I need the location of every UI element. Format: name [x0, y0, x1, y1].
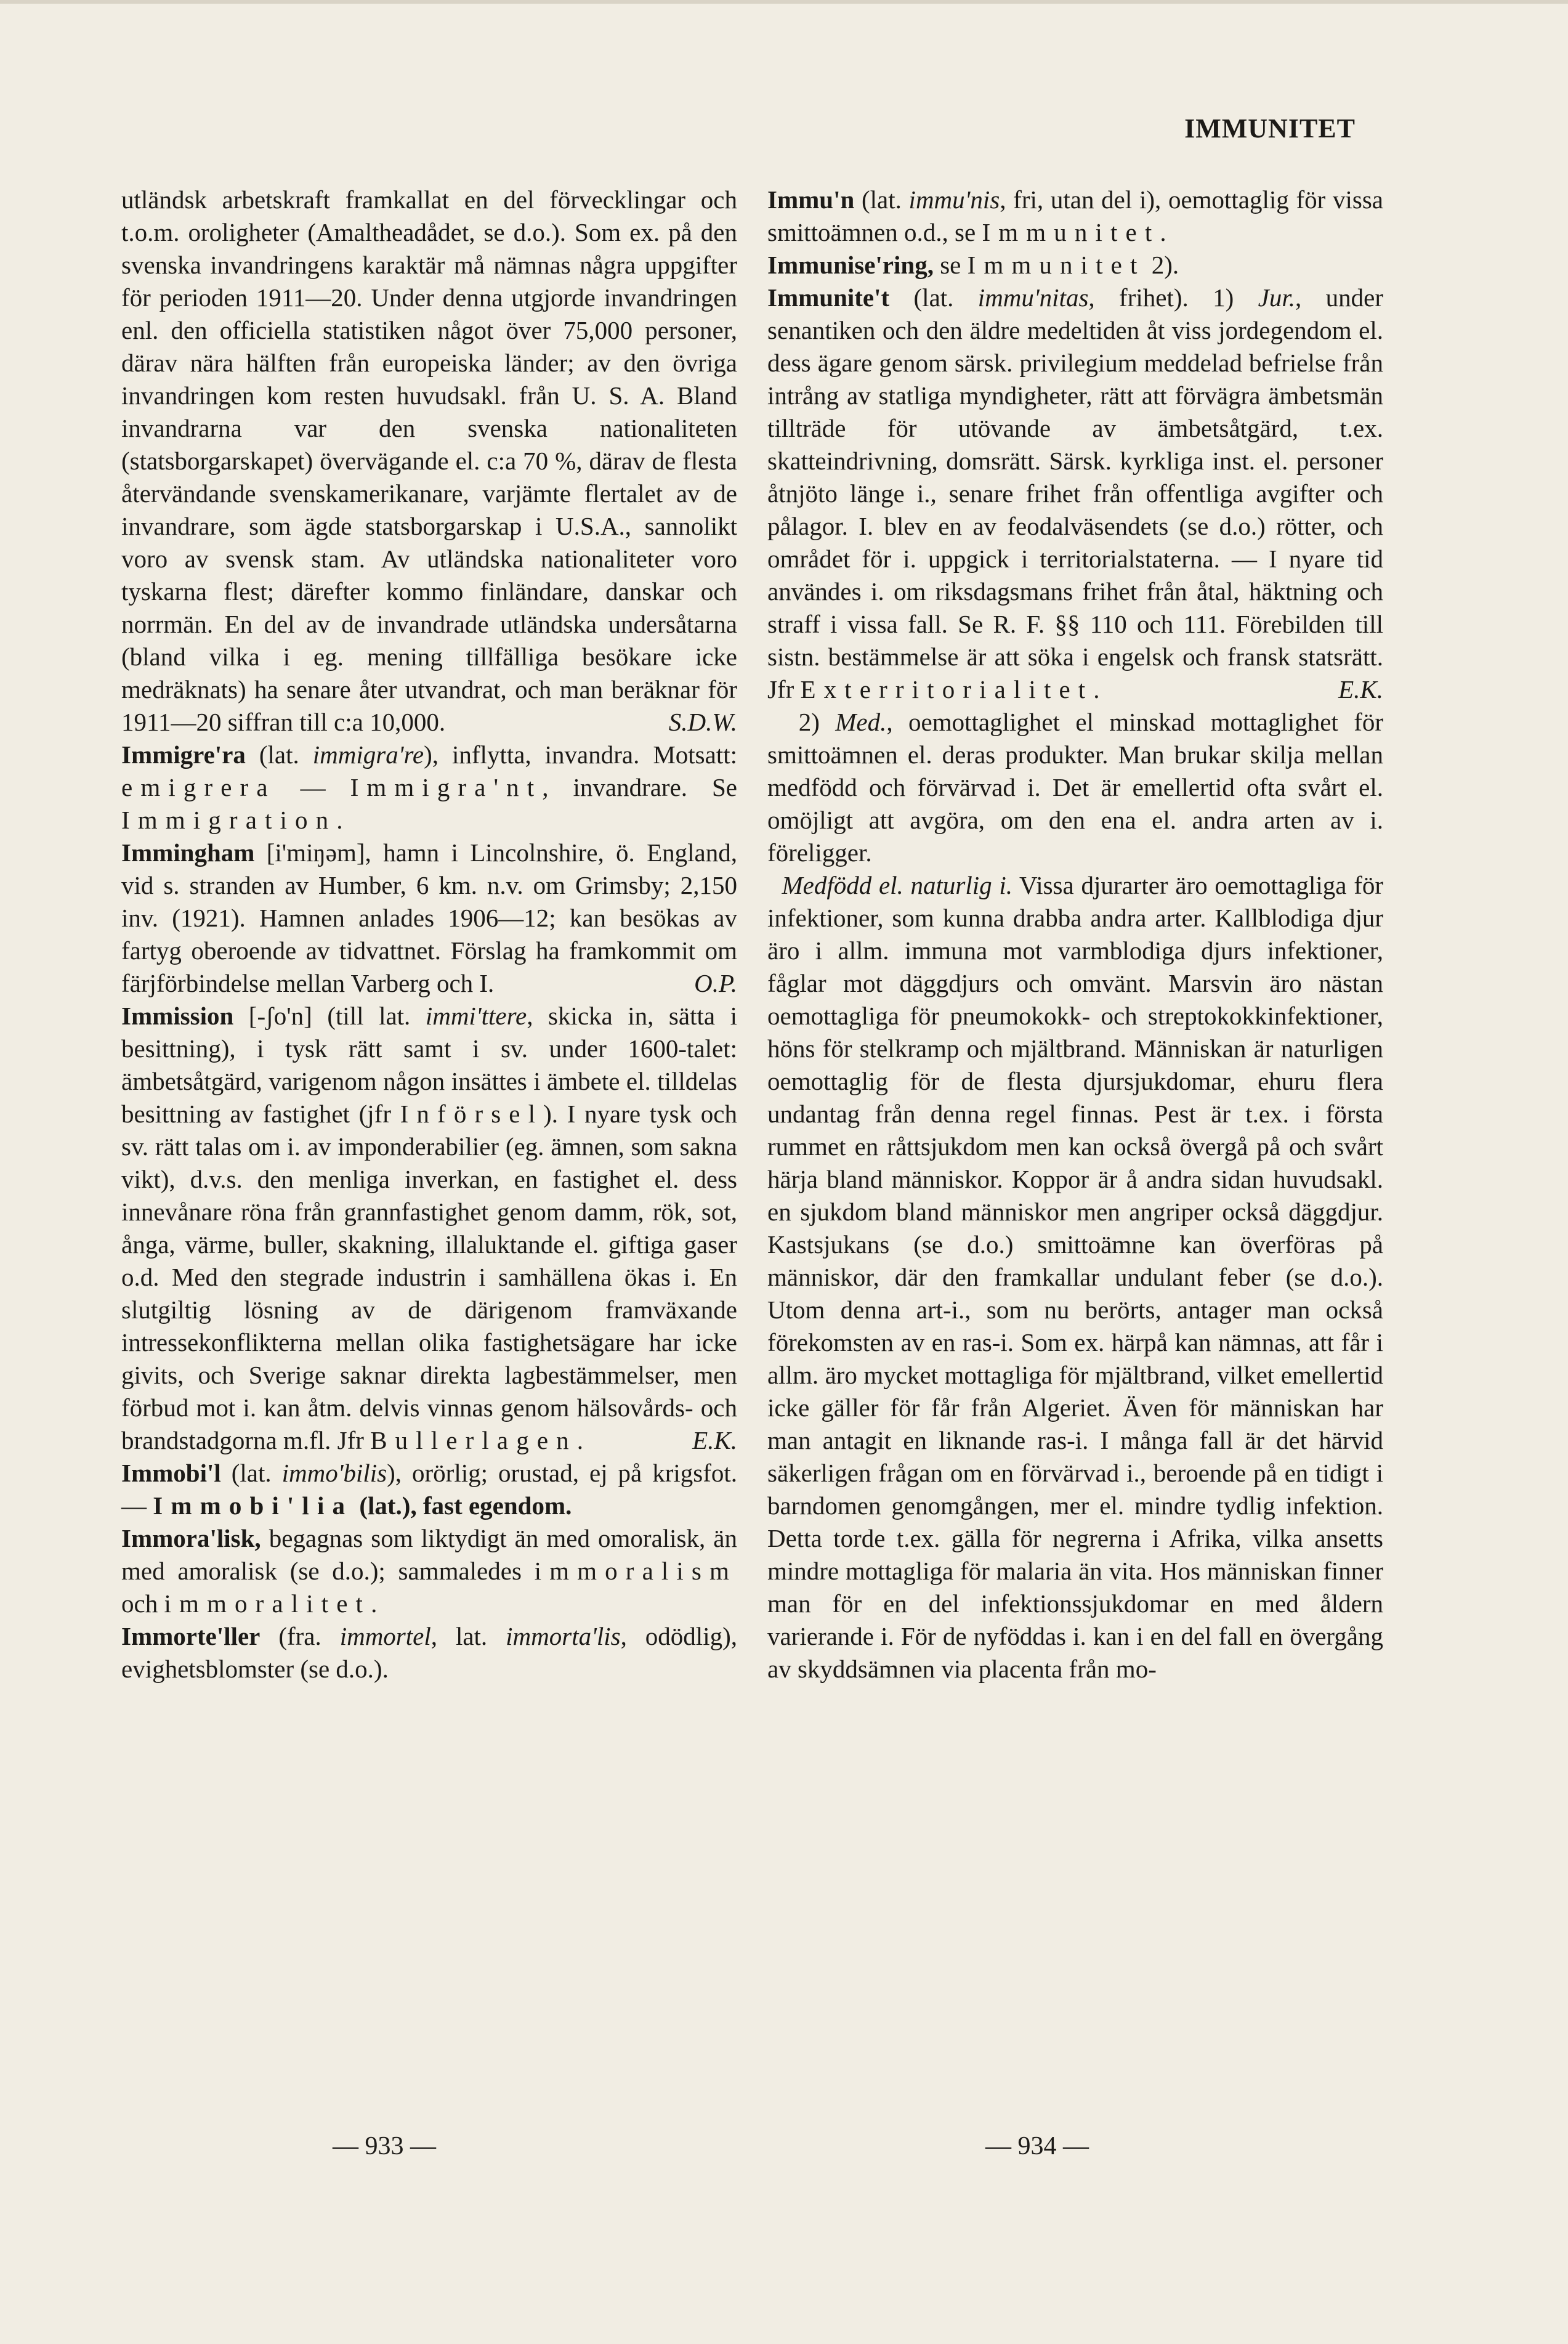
right-column — [767, 184, 1383, 1685]
headword: Immorte'ller — [121, 1622, 261, 1650]
section-medfodd: Medfödd el. naturlig i. Vissa djurarter äro oemottagliga för infektioner, som kunna drabba andra arter. Kallblodiga djur äro i allm. immuna mot varmblodiga djurs infektioner, fåglar mot däggdjurs och omvänt. Marsvin äro nästan oemottagliga för pneumokokk- och streptokokkinfektioner, höns för stelkramp och mjältbrand. Människan är naturligen oemottaglig för de flesta djursjukdomar, ehuru flera undantag från denna regel finnas. Pest är t.ex. i första rummet en råttsjukdom men kan också övergå på och svårt härja bland människor. Koppor är å andra sidan huvudsakl. en sjukdom bland människor men angriper också däggdjur. Kastsjukans (se d.o.) smittoämne kan överföras på människor, där den framkallar undulant feber (se d.o.). Utom denna art-i., som nu berörts, antager man också förekomsten av en ras-i. Som ex. härpå kan nämnas, att får i allm. äro mycket mottagliga för mjältbrand, vilket emellertid icke gäller för får från Algeriet. Även för människan har man antagit en liknande ras-i. I många fall är det härvid säkerligen frågan om en förvärvad i., beroende på en tidigt i barndomen genomgången, mer el. mindre tydlig infektion. Detta torde t.ex. gälla för negrerna i Afrika, vilka ansetts mindre mottagliga för malaria än vita. Hos människan finner man för en del infektionssjukdomar en med åldern varierande i. För de nyföddas i. kan i en del fall en övergång av skyddsämnen via placenta från mo- — [767, 871, 1384, 1683]
page-edge — [0, 0, 1568, 4]
entry-immunitet: Immunite't (lat. immu'nitas, frihet). 1) Jur., under senantiken och den äldre medeltiden åt viss jordegendom el. dess ägare genom särsk. privilegium meddelad befrielse från intrång av statliga myndigheter, rätt att förvägra ämbetsmän tillträde för utövande av ämbetsåtgärd, t.ex. skatteindrivning, domsrätt. Särsk. kyrkliga inst. el. personer åtnjöto länge i., senare frihet från offentliga avgifter och pålagor. I. blev en av feodalväsendets (se d.o.) rötter, och området för i. uppgick i territorialstaterna. — I nyare tid användes i. om riksdagsmans frihet från åtal, häktning och straff i vissa fall. Se R. F. §§ 110 och 111. Förebilden till sistn. bestämmelse är att söka i engelsk och fransk statsrätt. Jfr Exterritorialitet. E.K. — [767, 282, 1383, 706]
entry-continuation: utländsk arbetskraft framkallat en del förvecklingar och t.o.m. oroligheter (Amaltheadådet, se d.o.). Som ex. på den svenska invandringens karaktär må nämnas några uppgifter för perioden 1911—20. Under denna utgjorde invandringen enl. den officiella statistiken något över 75,000 personer, därav nära hälften från europeiska länder; av den övriga invandringen kom resten huvudsakl. från U. S. A. Bland invandrarna var den svenska nationaliteten (statsborgarskapet) övervägande el. c:a 70 %, därav de flesta återvändande svenskamerikanare, varjämte flertalet av de invandrare, som ägde statsborgarskap i U.S.A., sannolikt voro av svensk stam. Av utländska nationaliteter voro tyskarna flest; därefter kommo finländare, danskar och norrmän. En del av de invandrade utländska undersåtarna (bland vilka i eg. mening tillfälliga besökare icke medräknats) ha senare åter utvandrat, och man beräknar för 1911—20 siffran till c:a 10,000. S.D.W. — [121, 184, 737, 739]
page-number-left: — 933 — — [333, 2132, 436, 2160]
entry-immunisering: Immunise'ring, se Immunitet 2). — [767, 251, 1179, 279]
entry-immission: Immission [-ʃo'n] (till lat. immi'ttere, skicka in, sätta i besittning), i tysk rätt samt i sv. under 1600-talet: ämbetsåtgärd, varigenom någon insättes i ämbete el. tilldelas besittning av fastighet (jfr Införsel). I nyare tysk och sv. rätt talas om i. av imponderabilier (eg. ämnen, som sakna vikt), d.v.s. den menliga inverkan, en fastighet el. dess innevånare röna från grannfastighet genom damm, rök, sot, ånga, värme, buller, skakning, illaluktande el. giftiga gaser o.d. Med den stegrade industrin i samhällena ökas i. En slutgiltig lösning av de därigenom framväxande intressekonflikterna mellan olika fastighetsägare har icke givits, och Sverige saknar direkta lagbestämmelser, men förbud mot i. kan åtm. delvis vinnas genom hälsovårds- och brandstadgorna m.fl. Jfr Bullerlagen. E.K. — [121, 1000, 737, 1457]
headword: Immingham — [121, 838, 255, 867]
running-head: IMMUNITET — [1184, 113, 1356, 144]
entry-immingham: Immingham [i'miŋəm], hamn i Lincolnshire, ö. England, vid s. stranden av Humber, 6 km. n.v. om Grimsby; 2,150 inv. (1921). Hamnen anlades 1906—12; kan besökas av fartyg oberoende av tidvattnet. Förslag ha framkommit om färjförbindelse mellan Varberg och I. O.P. — [121, 837, 737, 1000]
entry-immortell: Immorte'ller (fra. immortel, lat. immorta'lis, odödlig), evighetsblomster (se d.o.). — [121, 1622, 737, 1683]
headword: Immora'lisk, — [121, 1524, 261, 1552]
headword: Immu'n — [767, 185, 855, 214]
headword: Immobi'l — [121, 1459, 221, 1487]
entry-immigrera: Immigre'ra (lat. immigra're), inflytta, invandra. Motsatt: emigrera — Immigra'nt, invandrare. Se Immigration. — [121, 740, 738, 834]
author-signature: E.K. — [692, 1426, 737, 1454]
headword: Immunise'ring, — [767, 251, 934, 279]
entry-immobil: Immobi'l (lat. immo'bilis), orörlig; orustad, ej på krigsfot. — Immobi'lia (lat.), fast egendom. — [121, 1459, 737, 1520]
headword: Immunite't — [767, 283, 890, 312]
entry-immun: Immu'n (lat. immu'nis, fri, utan del i), oemottaglig för vissa smittoämnen o.d., se Immunitet. — [767, 185, 1383, 246]
section-medical: 2) Med., oemottaglighet el minskad mottaglighet för smittoämnen el. deras produkter. Man brukar skilja mellan medfödd och förvärvad i. Det är emellertid ofta svårt el. omöjligt att avgöra, om den ena el. andra arten av i. föreligger. — [767, 708, 1384, 867]
author-signature: S.D.W. — [668, 708, 737, 736]
left-column — [121, 184, 737, 1685]
headword: Immigre'ra — [121, 740, 246, 769]
entry-immoralisk: Immora'lisk, begagnas som liktydigt än med omoralisk, än med amoralisk (se d.o.); sammaledes immoralism och immoralitet. — [121, 1524, 737, 1618]
headword: Immission — [121, 1002, 234, 1030]
author-signature: E.K. — [1338, 675, 1383, 704]
page-number-right: — 934 — — [985, 2132, 1089, 2160]
author-signature: O.P. — [694, 969, 737, 997]
